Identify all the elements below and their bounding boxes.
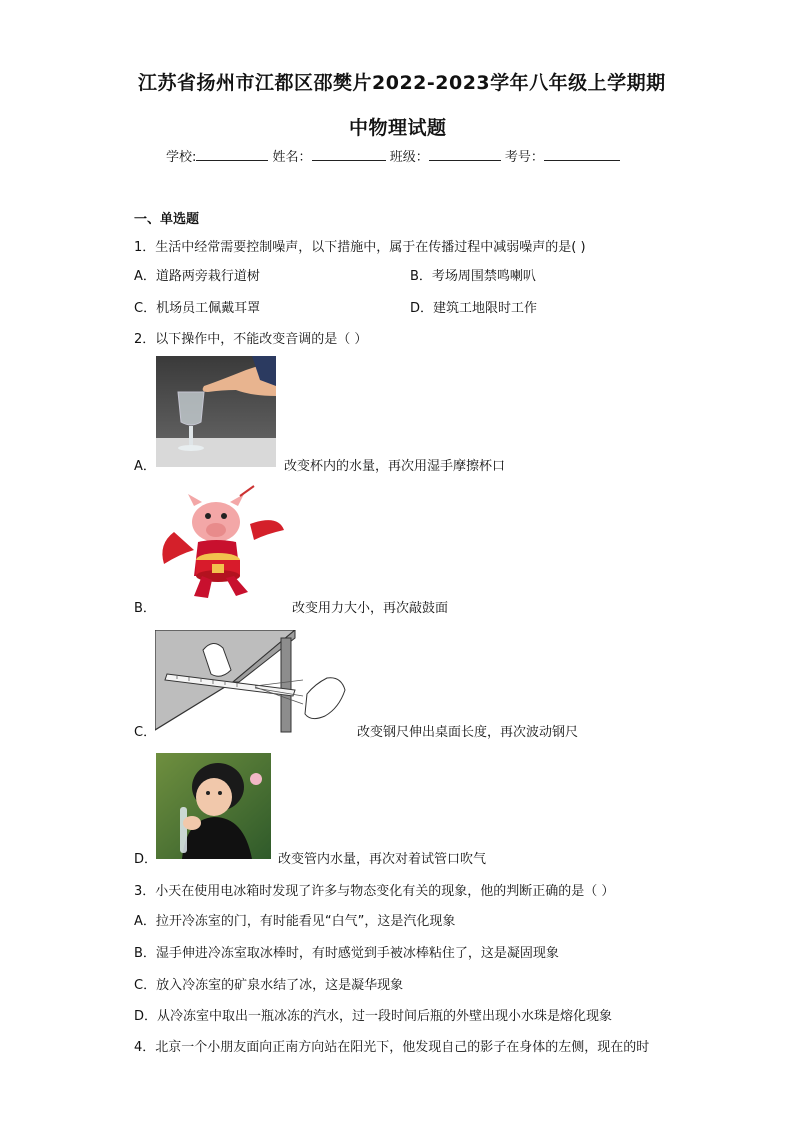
q3-stem: 3．小天在使用电冰箱时发现了许多与物态变化有关的现象，他的判断正确的是（ ） <box>134 884 615 899</box>
q1-stem: 1．生活中经常需要控制噪声，以下措施中，属于在传播过程中减弱噪声的是( ) <box>134 240 586 255</box>
number-blank[interactable] <box>544 148 620 161</box>
class-blank[interactable] <box>429 148 501 161</box>
q2-a-letter: A． <box>134 459 156 474</box>
school-label: 学校: <box>166 150 197 165</box>
q2-c-letter: C． <box>134 725 157 740</box>
q2-a-text: 改变杯内的水量，再次用湿手摩擦杯口 <box>284 459 506 474</box>
q2-b-text: 改变用力大小，再次敲鼓面 <box>292 601 449 616</box>
q3-option-b: B．湿手伸进冷冻室取冰棒时，有时感觉到手被冰棒粘住了，这是凝固现象 <box>134 946 559 961</box>
q2-d-image <box>156 753 271 859</box>
q3-option-a: A．拉开冷冻室的门，有时能看见“白气”，这是汽化现象 <box>134 914 456 929</box>
exam-title-line2: 中物理试题 <box>349 117 447 139</box>
section-heading: 一、单选题 <box>134 212 200 227</box>
q2-d-letter: D． <box>134 852 158 867</box>
name-label: 姓名： <box>272 150 312 165</box>
name-blank[interactable] <box>312 148 386 161</box>
q4-stem: 4．北京一个小朋友面向正南方向站在阳光下，他发现自己的影子在身体的左侧，现在的时 <box>134 1040 650 1055</box>
q1-option-b: B．考场周围禁鸣喇叭 <box>410 269 536 284</box>
q2-b-letter: B． <box>134 601 156 616</box>
q2-b-image <box>154 484 288 608</box>
q1-option-a: A．道路两旁栽行道树 <box>134 269 260 284</box>
student-info-line <box>166 146 620 165</box>
school-blank[interactable] <box>196 148 268 161</box>
q1-option-d: D．建筑工地限时工作 <box>410 301 538 316</box>
exam-title-line1: 江苏省扬州市江都区邵樊片2022-2023学年八年级上学期期 <box>138 72 666 94</box>
q2-c-image <box>155 630 351 736</box>
q1-option-c: C．机场员工佩戴耳罩 <box>134 301 261 316</box>
class-label: 班级： <box>389 150 429 165</box>
q2-d-text: 改变管内水量，再次对着试管口吹气 <box>278 852 487 867</box>
q2-stem: 2．以下操作中，不能改变音调的是（ ） <box>134 332 368 347</box>
q2-c-text: 改变钢尺伸出桌面长度，再次波动钢尺 <box>357 725 579 740</box>
number-label: 考号： <box>504 150 544 165</box>
q3-option-d: D．从冷冻室中取出一瓶冰冻的汽水，过一段时间后瓶的外壁出现小水珠是熔化现象 <box>134 1009 613 1024</box>
q2-a-image <box>156 356 276 467</box>
q3-option-c: C．放入冷冻室的矿泉水结了冰，这是凝华现象 <box>134 978 404 993</box>
